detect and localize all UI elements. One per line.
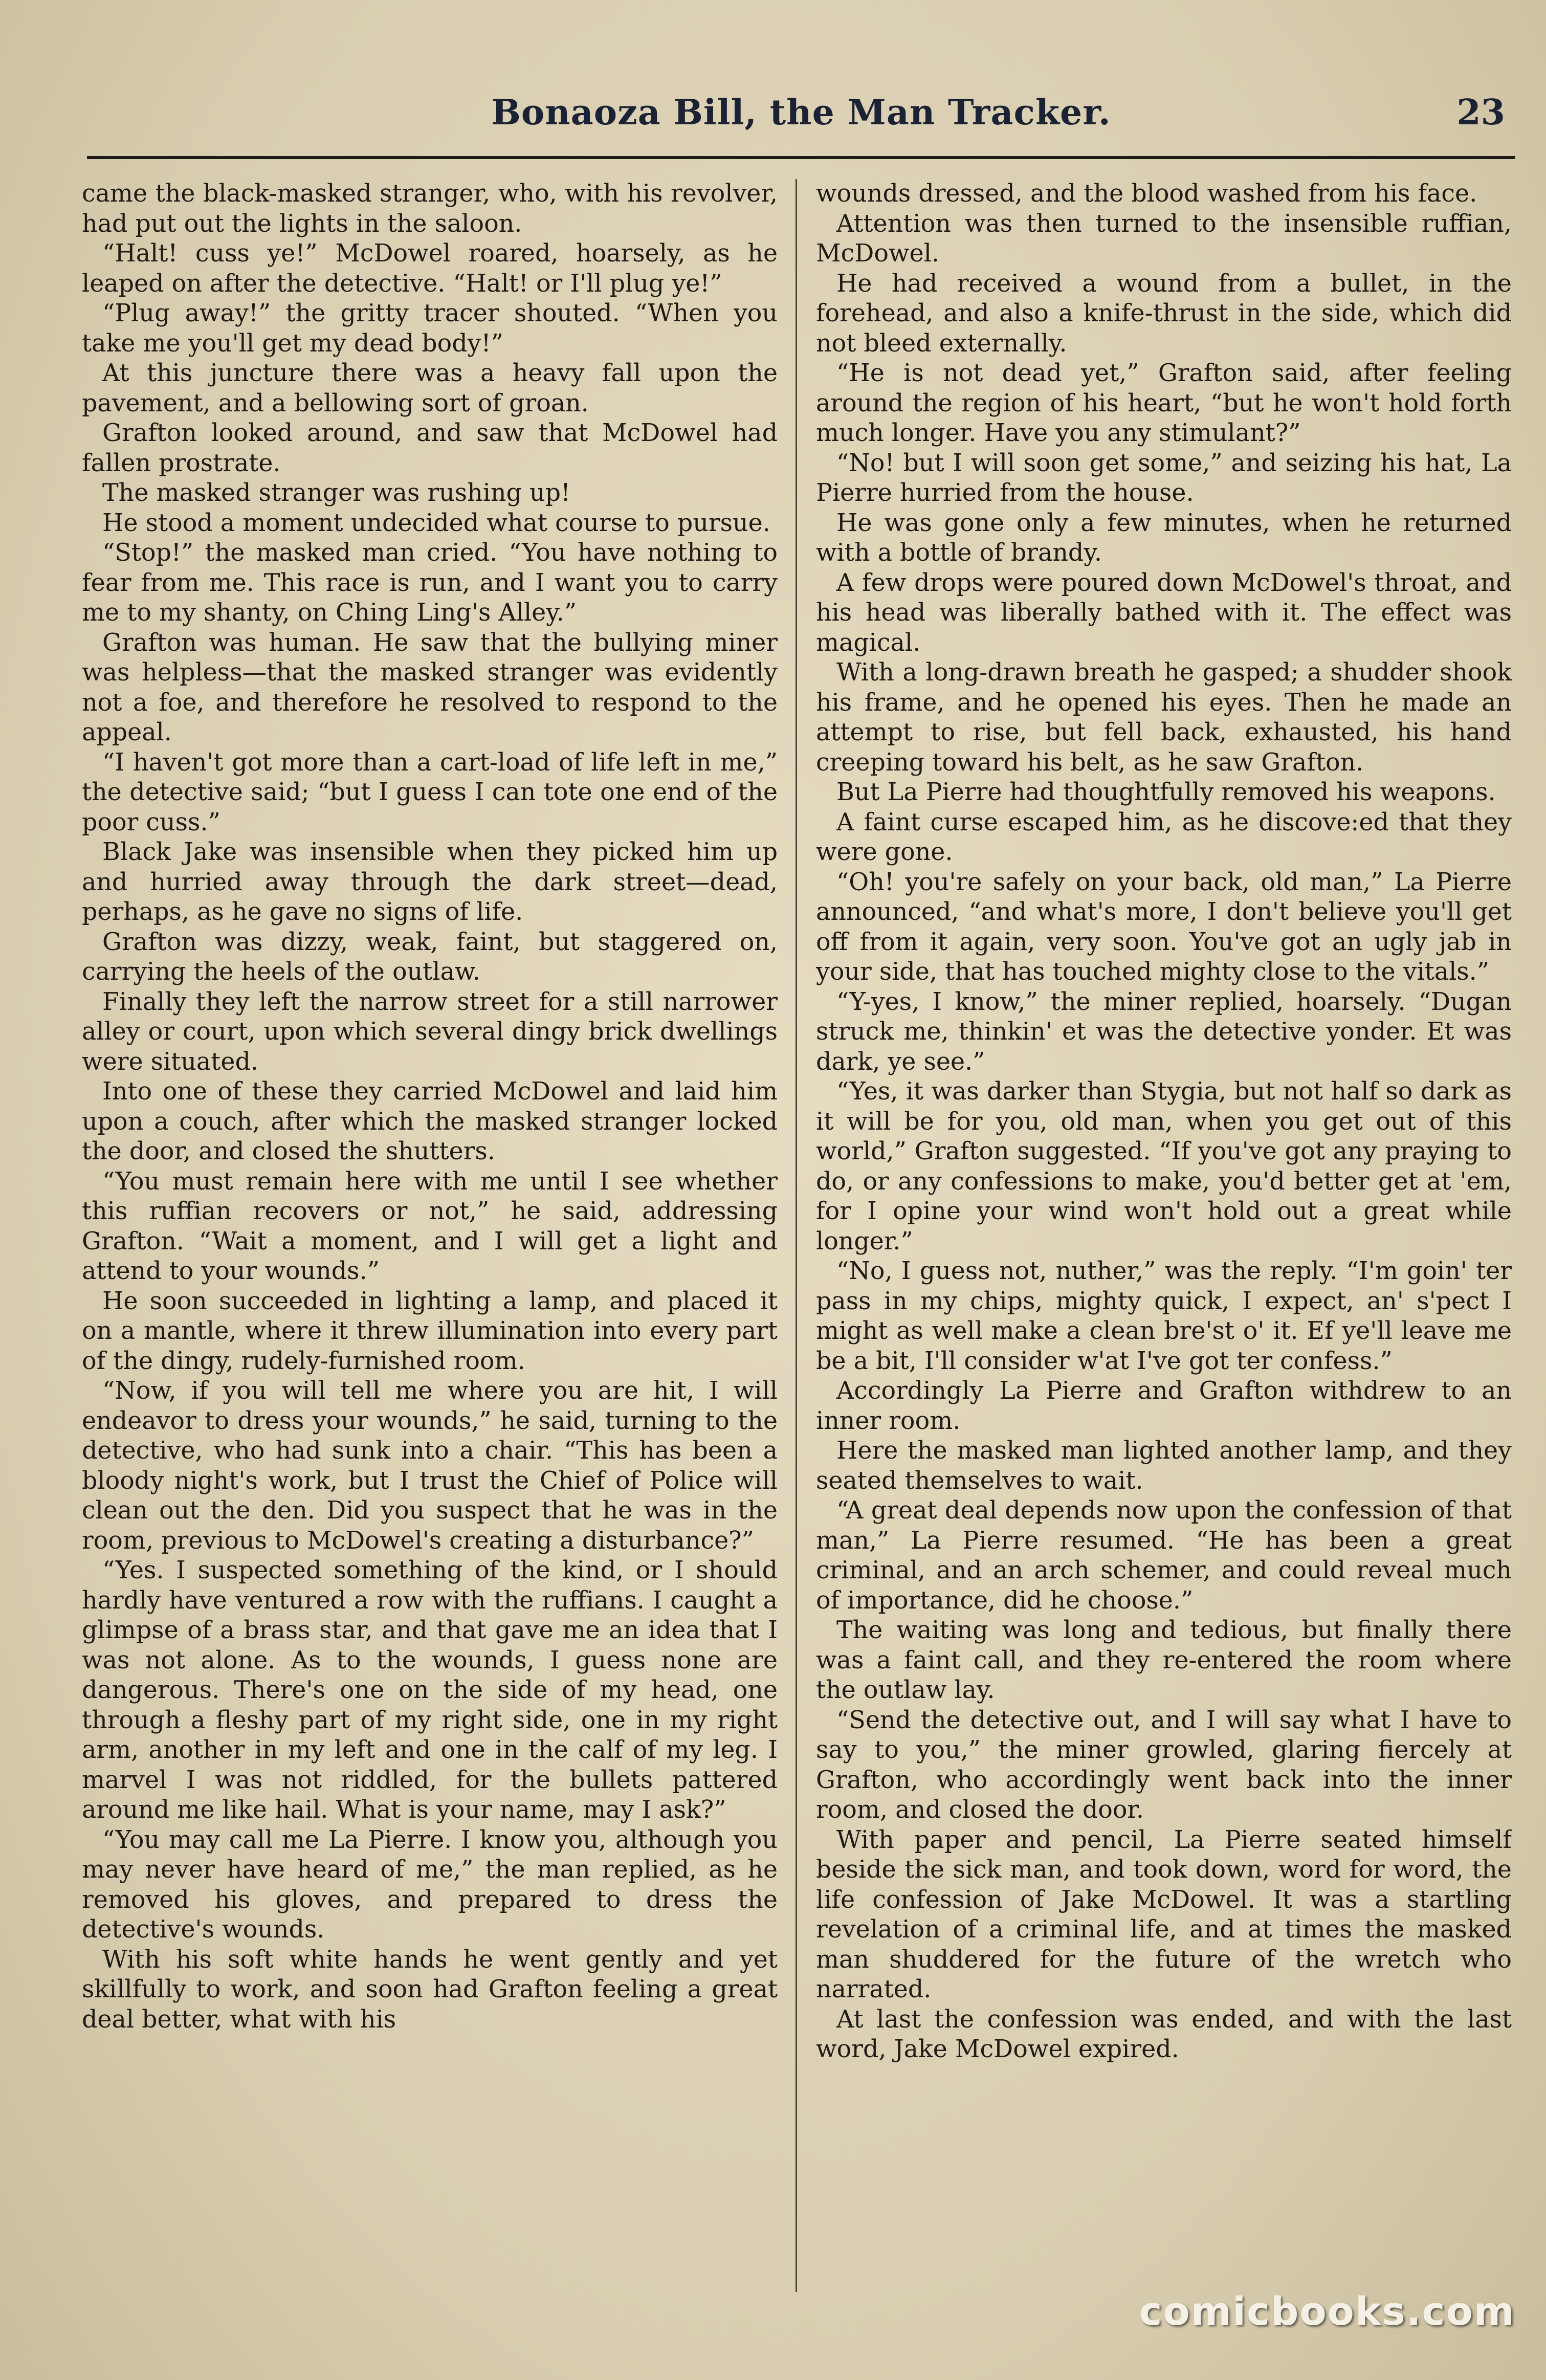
paragraph: “No! but I will soon get some,” and seizing his hat, La Pierre hurried from the house. xyxy=(816,449,1512,507)
page-title: Bonaoza Bill, the Man Tracker. xyxy=(491,92,1111,133)
paragraph: “Yes. I suspected something of the kind, or I should hardly have ventured a row with the ruffians. I caught a glimpse of a brass star, and that gave me an idea that I was not alone. As to the wounds, I guess none are dangerous. There's one on the side of my head, one through a fleshy part of my right side, one in my right arm, another in my left and one in the calf of my leg. I marvel I was not riddled, for the bullets pattered around me like hail. What is your name, may I ask?” xyxy=(82,1556,778,1824)
paragraph: Into one of these they carried McDowel and laid him upon a couch, after which the masked stranger locked the door, and closed the shutters. xyxy=(82,1077,778,1165)
paragraph: “Stop!” the masked man cried. “You have nothing to fear from me. This race is run, and I want you to carry me to my shanty, on Ching Ling's Alley.” xyxy=(82,539,778,627)
paragraph: Attention was then turned to the insensible ruffian, McDowel. xyxy=(816,209,1512,268)
watermark: comicbooks.com xyxy=(1139,2288,1515,2334)
column-divider xyxy=(796,179,797,2292)
paragraph: A few drops were poured down McDowel's throat, and his head was liberally bathed with it. The effect was magical. xyxy=(816,568,1512,657)
paragraph: Here the masked man lighted another lamp, and they seated themselves to wait. xyxy=(816,1437,1512,1495)
paragraph: “Now, if you will tell me where you are hit, I will endeavor to dress your wounds,” he said, turning to the detective, who had sunk into a chair. “This has been a bloody night's work, but I trust the Chief of Police will clean out the den. Did you suspect that he was in the room, previous to McDowel's creating a disturbance?” xyxy=(82,1377,778,1555)
paragraph: “You must remain here with me until I see whether this ruffian recovers or not,” he said, addressing Grafton. “Wait a moment, and I will get a light and attend to your wounds.” xyxy=(82,1167,778,1285)
paragraph: “Plug away!” the gritty tracer shouted. “When you take me you'll get my dead body!” xyxy=(82,299,778,358)
paragraph: “Y-yes, I know,” the miner replied, hoarsely. “Dugan struck me, thinkin' et was the detective yonder. Et was dark, ye see.” xyxy=(816,987,1512,1076)
paragraph: He soon succeeded in lighting a lamp, and placed it on a mantle, where it threw illumination into every part of the dingy, rudely-furnished room. xyxy=(82,1287,778,1375)
paragraph: “Send the detective out, and I will say what I have to say to you,” the miner growled, glaring fiercely at Grafton, who accordingly went back into the inner room, and closed the door. xyxy=(816,1706,1512,1824)
paragraph: He had received a wound from a bullet, in the forehead, and also a knife-thrust in the side, which did not bleed externally. xyxy=(816,269,1512,358)
paragraph: But La Pierre had thoughtfully removed his weapons. xyxy=(836,778,1496,806)
paragraph: The waiting was long and tedious, but finally there was a faint call, and they re-entered the room where the outlaw lay. xyxy=(816,1616,1512,1704)
paragraph: came the black-masked stranger, who, with his revolver, had put out the lights in the saloon. xyxy=(82,180,778,238)
paragraph: Black Jake was insensible when they picked him up and hurried away through the dark street—dead, perhaps, as he gave no signs of life. xyxy=(82,838,778,926)
paragraph: Grafton was human. He saw that the bullying miner was helpless—that the masked stranger was evidently not a foe, and therefore he resolved to respond to the appeal. xyxy=(82,628,778,746)
paragraph: “No, I guess not, nuther,” was the reply. “I'm goin' ter pass in my chips, mighty quick, I expect, an' s'pect I might as well make a clean bre'st o' it. Ef ye'll leave me be a bit, I'll consider w'at I've got ter confess.” xyxy=(816,1257,1512,1375)
paragraph: Grafton looked around, and saw that McDowel had fallen prostrate. xyxy=(82,419,778,477)
page-number: 23 xyxy=(1456,92,1505,133)
paragraph: A faint curse escaped him, as he discove:ed that they were gone. xyxy=(816,808,1512,866)
paragraph: At this juncture there was a heavy fall upon the pavement, and a bellowing sort of groan. xyxy=(82,359,778,417)
paragraph: “I haven't got more than a cart-load of life left in me,” the detective said; “but I guess I can tote one end of the poor cuss.” xyxy=(82,748,778,836)
right-column xyxy=(816,179,1512,2277)
header-rule xyxy=(87,156,1515,159)
paragraph: “A great deal depends now upon the confession of that man,” La Pierre resumed. “He has been a great criminal, and an arch schemer, and could reveal much of importance, did he choose.” xyxy=(816,1496,1512,1615)
paragraph: Grafton was dizzy, weak, faint, but staggered on, carrying the heels of the outlaw. xyxy=(82,928,778,986)
paragraph: With his soft white hands he went gently and yet skillfully to work, and soon had Grafton feeling a great deal better, what with his xyxy=(82,1945,778,2034)
paragraph: Finally they left the narrow street for a still narrower alley or court, upon which several dingy brick dwellings were situated. xyxy=(82,987,778,1076)
paragraph: Accordingly La Pierre and Grafton withdrew to an inner room. xyxy=(816,1377,1512,1435)
paragraph: wounds dressed, and the blood washed from his face. xyxy=(816,180,1477,208)
running-header xyxy=(87,82,1515,148)
paragraph: “Halt! cuss ye!” McDowel roared, hoarsely, as he leaped on after the detective. “Halt! or I'll plug ye!” xyxy=(82,239,778,298)
left-column xyxy=(82,179,778,2277)
paragraph: At last the confession was ended, and with the last word, Jake McDowel expired. xyxy=(816,2005,1512,2063)
paragraph: “You may call me La Pierre. I know you, although you may never have heard of me,” the man replied, as he removed his gloves, and prepared to dress the detective's wounds. xyxy=(82,1825,778,1944)
paragraph: He stood a moment undecided what course to pursue. xyxy=(102,509,770,537)
paragraph: The masked stranger was rushing up! xyxy=(102,479,571,507)
paragraph: With paper and pencil, La Pierre seated himself beside the sick man, and took down, word for word, the life confession of Jake McDowel. It was a startling revelation of a criminal life, and at times the masked man shuddered for the future of the wretch who narrated. xyxy=(816,1825,1512,2003)
paragraph: “He is not dead yet,” Grafton said, after feeling around the region of his heart, “but he won't hold forth much longer. Have you any stimulant?” xyxy=(816,359,1512,447)
paragraph: With a long-drawn breath he gasped; a shudder shook his frame, and he opened his eyes. Then he made an attempt to rise, but fell back, exhausted, his hand creeping toward his belt, as he saw Grafton. xyxy=(816,658,1512,777)
paragraph: “Oh! you're safely on your back, old man,” La Pierre announced, “and what's more, I don't believe you'll get off from it again, very soon. You've got an ugly jab in your side, that has touched mighty close to the vitals.” xyxy=(816,868,1512,986)
paragraph: He was gone only a few minutes, when he returned with a bottle of brandy. xyxy=(816,509,1512,567)
paragraph: “Yes, it was darker than Stygia, but not half so dark as it will be for you, old man, when you get out of this world,” Grafton suggested. “If you've got any praying to do, or any confessions to make, you'd better get at 'em, for I opine your wind won't hold out a great while longer.” xyxy=(816,1077,1512,1255)
